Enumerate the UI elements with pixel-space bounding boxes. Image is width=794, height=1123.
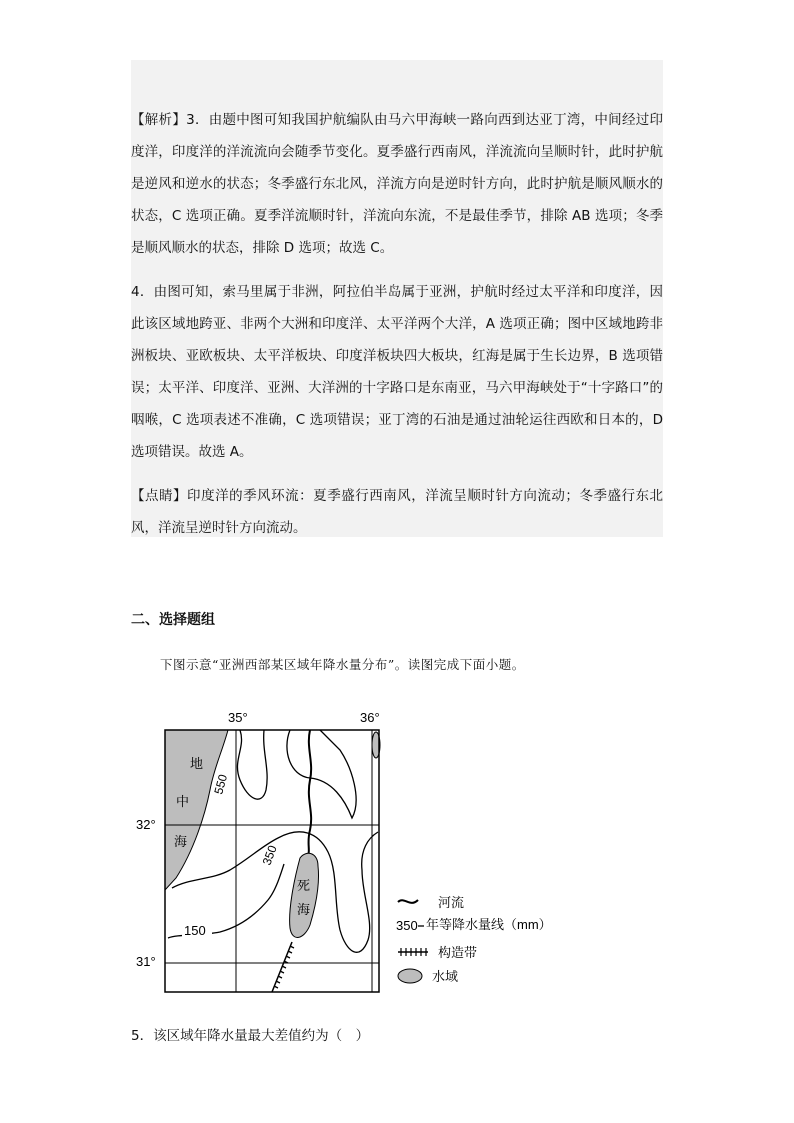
fault-line [272,942,294,992]
sea-label-3: 海 [174,834,188,849]
legend-water-symbol [398,969,422,983]
isohyet-550-line [237,730,267,799]
lon-label-36: 36° [360,710,380,725]
analysis-paragraph-1: 【解析】3．由题中图可知我国护航编队由马六甲海峡一路向西到达亚丁湾，中间经过印度洋，印度洋的洋流流向会随季节变化。夏季盛行西南风，洋流流向呈顺时针，此时护航是逆风和逆水的状态；冬季盛行东北风，洋流方向是逆时针方向，此时护航是顺风顺水的状态，C 选项正确。夏季洋流顺时针，洋流向东流，不是最佳季节，排除 AB 选项；冬季是顺风顺水的状态，排除 D 选项；故选 C。 [131,112,663,256]
legend-fault-label: 构造带 [438,945,478,960]
isohyet-label-150: 150 [184,923,206,938]
lat-label-31: 31° [136,954,156,969]
isohyet-label-550: 550 [211,772,231,796]
lon-label-35: 35° [228,710,248,725]
isohyet-550-loop [287,730,356,818]
mediterranean-sea [165,730,231,890]
isohyet-label-350: 350 [259,843,280,868]
sea-label-2: 中 [176,794,190,809]
sea-label-1: 地 [190,756,204,771]
lat-label-32: 32° [136,817,156,832]
legend-isohyet-label: 年等降水量线（mm） [426,917,552,932]
legend-isohyet-value: 350 [396,918,418,933]
legend-fault-symbol [398,948,428,956]
precipitation-map [125,700,585,1005]
map-legend [396,895,552,984]
section-title: 二、选择题组 [131,612,215,628]
legend-river-label: 河流 [438,895,465,910]
tip-paragraph: 【点睛】印度洋的季风环流：夏季盛行西南风，洋流呈顺时针方向流动；冬季盛行东北风，洋流呈逆时针方向流动。 [131,488,663,536]
dead-sea [290,853,319,937]
jordan-river [306,730,311,858]
dead-sea-label-2: 海 [297,902,311,917]
question-5: 5．该区域年降水量最大差值约为（ ） [131,1028,370,1044]
legend-river-symbol [398,900,418,903]
map-intro: 下图示意“亚洲西部某区域年降水量分布”。读图完成下面小题。 [160,657,525,672]
analysis-paragraph-2: 4．由图可知，索马里属于非洲，阿拉伯半岛属于亚洲，护航时经过太平洋和印度洋，因此该区域地跨亚、非两个大洲和印度洋、太平洋两个大洋，A 选项正确；图中区域地跨非洲板块、亚欧板块、太平洋板块、印度洋板块四大板块，红海是属于生长边界，B 选项错误；太平洋、印度洋、亚洲、大洋洲的十字路口是东南亚，马六甲海峡处于“十字路口”的咽喉，C 选项表述不准确，C 选项错误；亚丁湾的石油是通过油轮运往西欧和日本的，D 选项错误。故选 A。 [131,284,663,460]
dead-sea-label-1: 死 [297,878,311,893]
legend-water-label: 水域 [432,969,459,984]
